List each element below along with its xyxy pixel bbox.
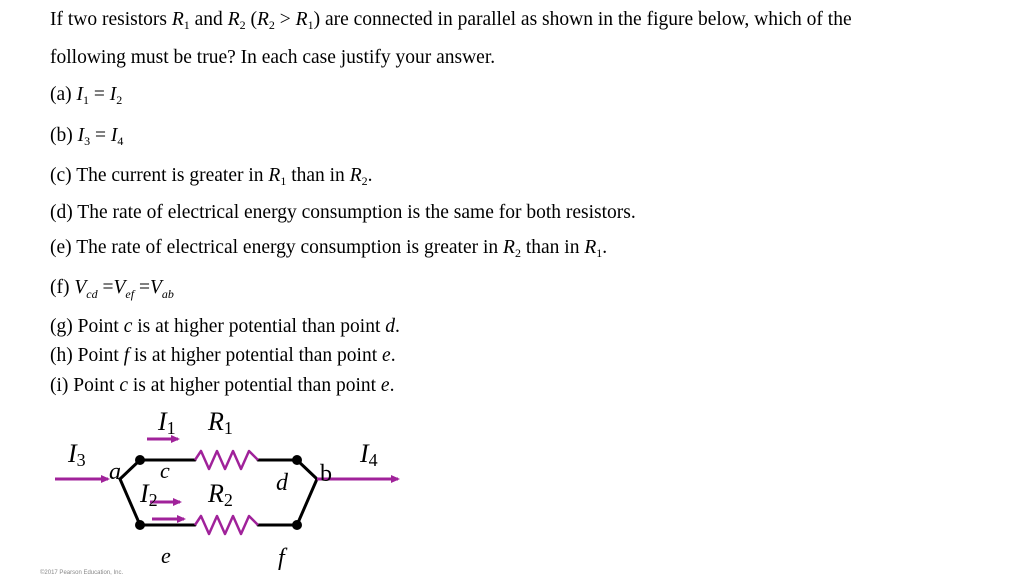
label-f: f xyxy=(278,545,285,571)
option-e: (e) The rate of electrical energy consumption is greater in $R_2$ than in $R_1$. xyxy=(50,237,608,260)
option-d: (d) The rate of electrical energy consumption is the same for both resistors. xyxy=(50,202,636,223)
label-i1: I1 xyxy=(158,407,176,438)
node-f xyxy=(292,520,302,530)
label-c: c xyxy=(160,458,170,483)
resistor-r1 xyxy=(195,451,258,469)
node-e xyxy=(135,520,145,530)
option-g: (g) Point c is at higher potential than point d. xyxy=(50,316,400,337)
question-intro-line1: If two resistors $R_1$ and $R_2$ $(R_2 > R_1)$ are connected in parallel as shown in the figure below, which of the xyxy=(50,9,852,32)
resistor-r2 xyxy=(195,516,258,534)
label-r2: R2 xyxy=(208,479,233,510)
r2-gt-r1: $R_2 > R_1$ xyxy=(256,9,314,32)
question-intro-line2: following must be true? In each case justify your answer. xyxy=(50,47,496,68)
option-a: (a) $I_1 = I_2$ xyxy=(50,84,123,107)
label-i4: I4 xyxy=(360,439,378,470)
option-b: (b) $I_3 = I_4$ xyxy=(50,125,124,148)
node-c xyxy=(135,455,145,465)
label-d: d xyxy=(276,470,288,496)
copyright-credit: ©2017 Pearson Education, Inc. xyxy=(40,570,124,576)
option-c: (c) The current is greater in $R_1$ than in $R_2$. xyxy=(50,165,373,188)
option-i: (i) Point c is at higher potential than point e. xyxy=(50,375,395,396)
r1-symbol: $R_1$ xyxy=(171,9,190,32)
label-i3: I3 xyxy=(68,439,86,470)
label-i2: I2 xyxy=(140,479,158,510)
label-e: e xyxy=(161,543,171,568)
r2-symbol: $R_2$ xyxy=(227,9,246,32)
label-r1: R1 xyxy=(208,407,233,438)
option-f: (f) $V_{cd} =V_{ef} =V_{ab}$ xyxy=(50,277,174,301)
option-h: (h) Point f is at higher potential than point e. xyxy=(50,345,396,366)
label-b: b xyxy=(320,461,332,487)
wire-a-to-bottom xyxy=(120,479,140,525)
label-a: a xyxy=(109,459,121,485)
wire-bottom-to-b xyxy=(297,479,317,525)
parallel-circuit-diagram xyxy=(0,400,420,578)
node-d xyxy=(292,455,302,465)
